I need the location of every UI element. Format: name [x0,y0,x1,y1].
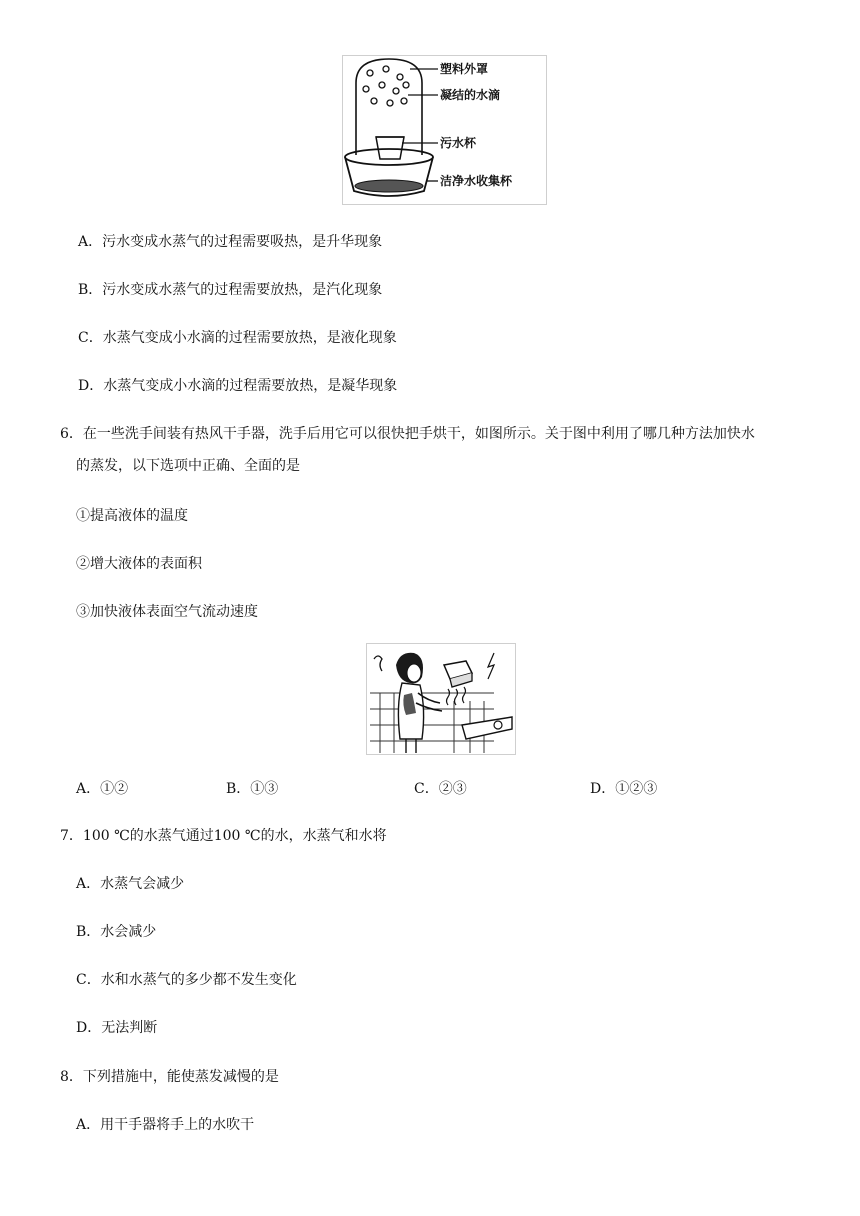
q6-statement-1: ①提高液体的温度 [76,508,188,524]
q5-option-a: A．污水变成水蒸气的过程需要吸热，是升华现象 [78,234,383,250]
q5-option-b: B．污水变成水蒸气的过程需要放热，是汽化现象 [78,282,383,298]
q5-option-d: D．水蒸气变成小水滴的过程需要放热，是凝华现象 [78,378,398,394]
q7-stem: 7．100 ℃的水蒸气通过100 ℃的水，水蒸气和水将 [60,828,387,844]
hand-dryer-figure [366,643,516,755]
q6-stem-line2: 的蒸发，以下选项中正确、全面的是 [76,458,300,474]
q8-option-a: A．用干手器将手上的水吹干 [76,1117,255,1133]
q8-stem: 8．下列措施中，能使蒸发减慢的是 [60,1069,279,1085]
q7-option-b: B．水会减少 [76,924,157,940]
q7-option-c: C．水和水蒸气的多少都不发生变化 [76,972,297,988]
cover-label: 塑料外罩 [440,62,489,76]
q6-option-b: B．①③ [226,781,279,797]
cup-label: 污水杯 [440,136,477,150]
q5-option-c: C．水蒸气变成小水滴的过程需要放热，是液化现象 [78,330,397,346]
q7-option-a: A．水蒸气会减少 [76,876,185,892]
q6-stem-line1: 6．在一些洗手间装有热风干手器，洗手后用它可以很快把手烘干，如图所示。关于图中利用了哪几种方法加快水 [60,426,755,442]
q7-option-d: D．无法判断 [76,1020,158,1036]
q6-statement-2: ②增大液体的表面积 [76,556,202,572]
q6-statement-3: ③加快液体表面空气流动速度 [76,604,258,620]
q6-option-a: A．①② [76,781,129,797]
droplets-label: 凝结的水滴 [440,88,501,102]
q6-option-c: C．②③ [414,781,467,797]
q6-option-d: D．①②③ [590,781,658,797]
collector-label: 洁净水收集杯 [440,174,513,188]
water-purifier-figure [342,55,547,205]
